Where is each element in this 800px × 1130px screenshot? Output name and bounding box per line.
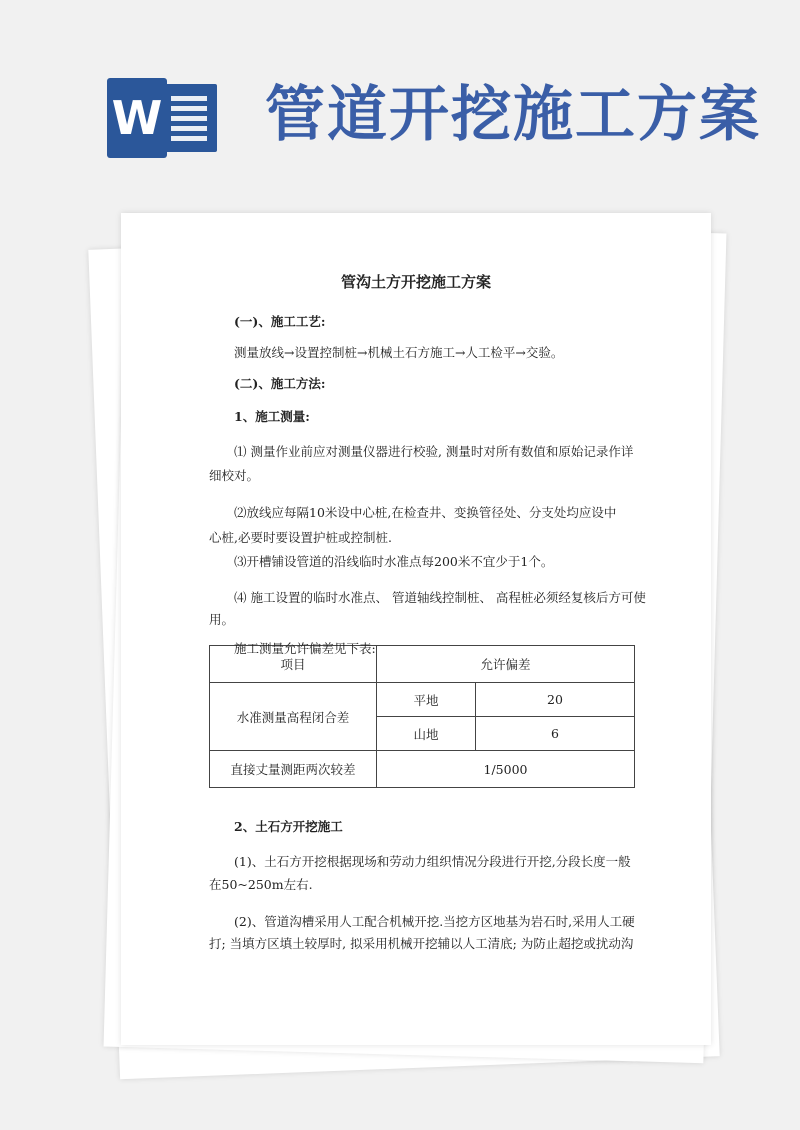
section1-heading: (一)、施工工艺: (234, 314, 326, 329)
table-row (210, 683, 635, 717)
word-logo-icon (107, 78, 217, 158)
process-flow: 测量放线→设置控制桩→机械土石方施工→人工检平→交验。 (234, 345, 564, 360)
para1-line1: (1)、土石方开挖根据现场和劳动力组织情况分段进行开挖,分段长度一般 (234, 854, 631, 869)
word-logo-letter: W (107, 78, 167, 158)
table-cell-value: 6 (476, 717, 635, 751)
logo-line (171, 126, 207, 131)
document-title: 管沟土方开挖施工方案 (340, 273, 491, 291)
table-cell-label: 直接丈量测距两次较差 (210, 751, 377, 788)
item1-line1: ⑴ 测量作业前应对测量仪器进行校验, 测量时对所有数值和原始记录作详 (234, 444, 634, 459)
table-header-allowed: 允许偏差 (377, 646, 635, 683)
banner (0, 0, 800, 200)
section2-heading: (二)、施工方法: (234, 376, 326, 391)
item2-line1: ⑵放线应每隔10米设中心桩,在检查井、变换管径处、分支处均应设中 (234, 505, 617, 520)
document-page (121, 213, 711, 1045)
sub1-heading: 1、施工测量: (234, 409, 310, 424)
table-caption: 施工测量允许偏差见下表: (234, 641, 376, 656)
deviation-table (209, 645, 635, 788)
table-cell-value: 1/5000 (377, 751, 635, 788)
table-cell-terrain: 山地 (377, 717, 476, 751)
item4-line2: 用。 (209, 612, 235, 627)
table-cell-terrain: 平地 (377, 683, 476, 717)
logo-line (171, 136, 207, 141)
table-header-item: 项目 (210, 646, 377, 683)
para2-line2: 打; 当填方区填土较厚时, 拟采用机械开挖辅以人工清底; 为防止超挖或扰动沟 (209, 936, 634, 951)
para1-line2: 在50~250m左右. (209, 877, 313, 892)
item2-line2: 心桩,必要时要设置护桩或控制桩. (209, 530, 392, 545)
item3: ⑶开槽铺设管道的沿线临时水准点每200米不宜少于1个。 (234, 554, 554, 569)
item4-line1: ⑷ 施工设置的临时水准点、 管道轴线控制桩、 高程桩必须经复核后方可使 (234, 590, 646, 605)
table-row (210, 751, 635, 788)
logo-line (171, 106, 207, 111)
para2-line1: (2)、管道沟槽采用人工配合机械开挖.当挖方区地基为岩石时,采用人工硬 (234, 914, 635, 929)
banner-title: 管道开挖施工方案 (265, 80, 761, 150)
sub2-heading: 2、土石方开挖施工 (234, 819, 343, 834)
table-cell-value: 20 (476, 683, 635, 717)
item1-line2: 细校对。 (209, 468, 260, 483)
logo-line (171, 96, 207, 101)
table-cell-label: 水准测量高程闭合差 (210, 683, 377, 751)
logo-line (171, 116, 207, 121)
